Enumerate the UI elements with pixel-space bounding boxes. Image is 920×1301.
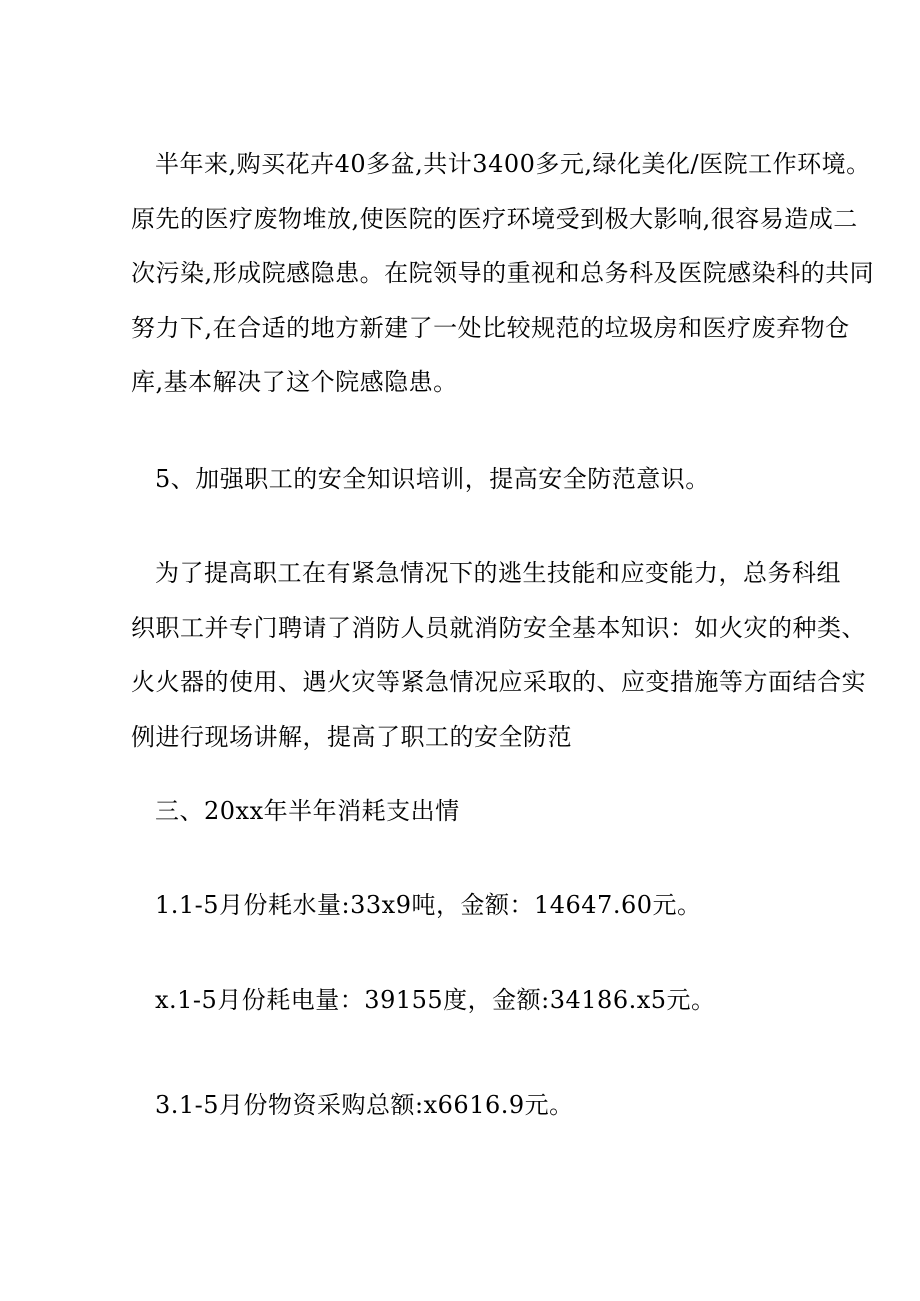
paragraph-greening-waste (131, 137, 875, 410)
text-line: 库,基本解决了这个院感隐患。 (131, 368, 458, 396)
paragraph-fire-safety (131, 546, 866, 764)
text-line: x.1-5月份耗电量：39155度，金额:34186.x5元。 (155, 986, 716, 1014)
text-line: 1.1-5月份耗水量:33x9吨，金额：14647.60元。 (155, 891, 702, 919)
text-line: 5、加强职工的安全知识培训，提高安全防范意识。 (155, 465, 710, 493)
text-line: 3.1-5月份物资采购总额:x6616.9元。 (155, 1091, 574, 1119)
list-item-electricity (131, 973, 791, 1028)
text-line: 为了提高职工在有紧急情况下的逃生技能和应变能力，总务科组 (155, 559, 841, 587)
text-line: 努力下,在合适的地方新建了一处比较规范的垃圾房和医疗废弃物仓 (131, 313, 850, 342)
list-item-procurement (131, 1078, 791, 1133)
paragraph-safety-training-heading (131, 452, 791, 507)
text-line: 原先的医疗废物堆放,使医院的医疗环境受到极大影响,很容易造成二 (131, 204, 858, 233)
text-line: 火火器的使用、遇火灾等紧急情况应采取的、应变措施等方面结合实 (131, 668, 866, 696)
text-line: 织职工并专门聘请了消防人员就消防安全基本知识：如火灾的种类、 (131, 613, 866, 642)
list-item-water (131, 878, 791, 933)
text-line: 半年来,购买花卉40多盆,共计3400多元,绿化美化/医院工作环境。 (155, 150, 871, 178)
text-line: 三、20xx年半年消耗支出情 (155, 797, 460, 825)
text-line: 例进行现场讲解，提高了职工的安全防范 (131, 722, 572, 751)
section-heading-expenditure (131, 784, 791, 839)
text-line: 次污染,形成院感隐患。在院领导的重视和总务科及医院感染科的共同 (131, 259, 875, 287)
